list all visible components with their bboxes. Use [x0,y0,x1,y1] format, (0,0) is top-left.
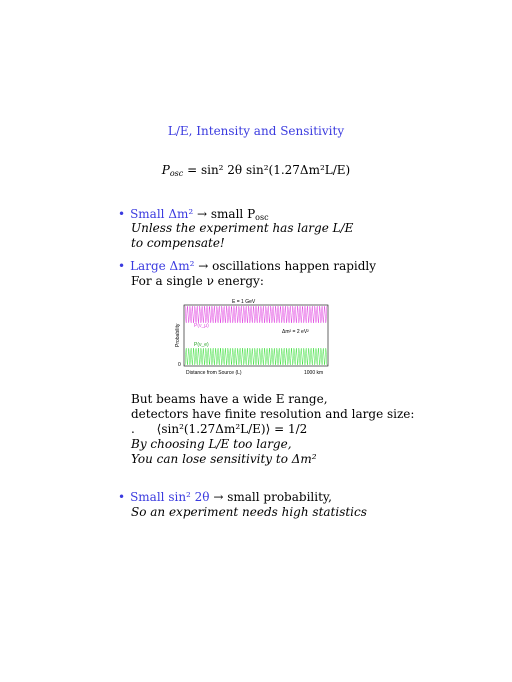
p-mu-curve [185,306,327,323]
equation-lhs: P [161,163,170,177]
after-plot-line5: You can lose sensitivity to Δm² [131,452,317,466]
after-plot-line4: By choosing L/E too large, [131,437,292,451]
plot-x-end-label: 1000 km [304,370,324,376]
p-mu-line [185,306,327,323]
bullet-large-dm2 [118,259,376,274]
bullet1-text: → small P [197,207,256,221]
plot-frame [184,305,328,366]
bullet3-text: → small probability, [213,490,332,504]
bullet-dot: • [118,207,126,221]
bullet2-highlight: Large Δm² [130,259,195,273]
slide-title: L/E, Intensity and Sensitivity [167,124,345,138]
plot-energy-label: E = 1 GeV [232,299,256,305]
bullet3-line2: So an experiment needs high statistics [131,505,367,519]
plot-y-axis-label: Probability [175,323,181,347]
after-plot-line2: detectors have finite resolution and large size: [131,407,415,421]
bullet1-sub: osc [255,213,269,222]
bullet-dot: • [118,259,126,273]
oscillation-equation [0,163,512,178]
p-e-line [185,348,327,365]
p-e-label: P(ν_e) [194,342,209,348]
plot-dm2-label: Δm² = 2 eV² [282,329,309,335]
after-plot-line1: But beams have a wide E range, [131,392,328,406]
equation-lhs-sub: osc [169,169,184,178]
plot-y-zero-label: 0 [178,362,181,368]
bullet1-line2: Unless the experiment has large L/E [131,221,354,235]
p-mu-label: P(ν_μ) [194,323,209,329]
p-e-curve [185,348,327,365]
after-plot-line3 [131,422,307,437]
bullet3-highlight: Small sin² 2θ [130,490,210,504]
oscillation-plot [174,297,334,379]
equation-rhs: = sin² 2θ sin²(1.27Δm²L/E) [187,163,351,177]
bullet-small-sin2 [118,490,332,505]
bullet1-line3: to compensate! [131,236,225,250]
after-plot-dot: . [131,422,135,436]
plot-x-axis-label: Distance from Source (L) [186,370,242,376]
bullet2-line2: For a single ν energy: [131,274,264,288]
bullet1-highlight: Small Δm² [130,207,194,221]
bullet2-text: → oscillations happen rapidly [198,259,377,273]
average-expression: ⟨sin²(1.27Δm²L/E)⟩ = 1/2 [156,422,308,436]
bullet-dot: • [118,490,126,504]
